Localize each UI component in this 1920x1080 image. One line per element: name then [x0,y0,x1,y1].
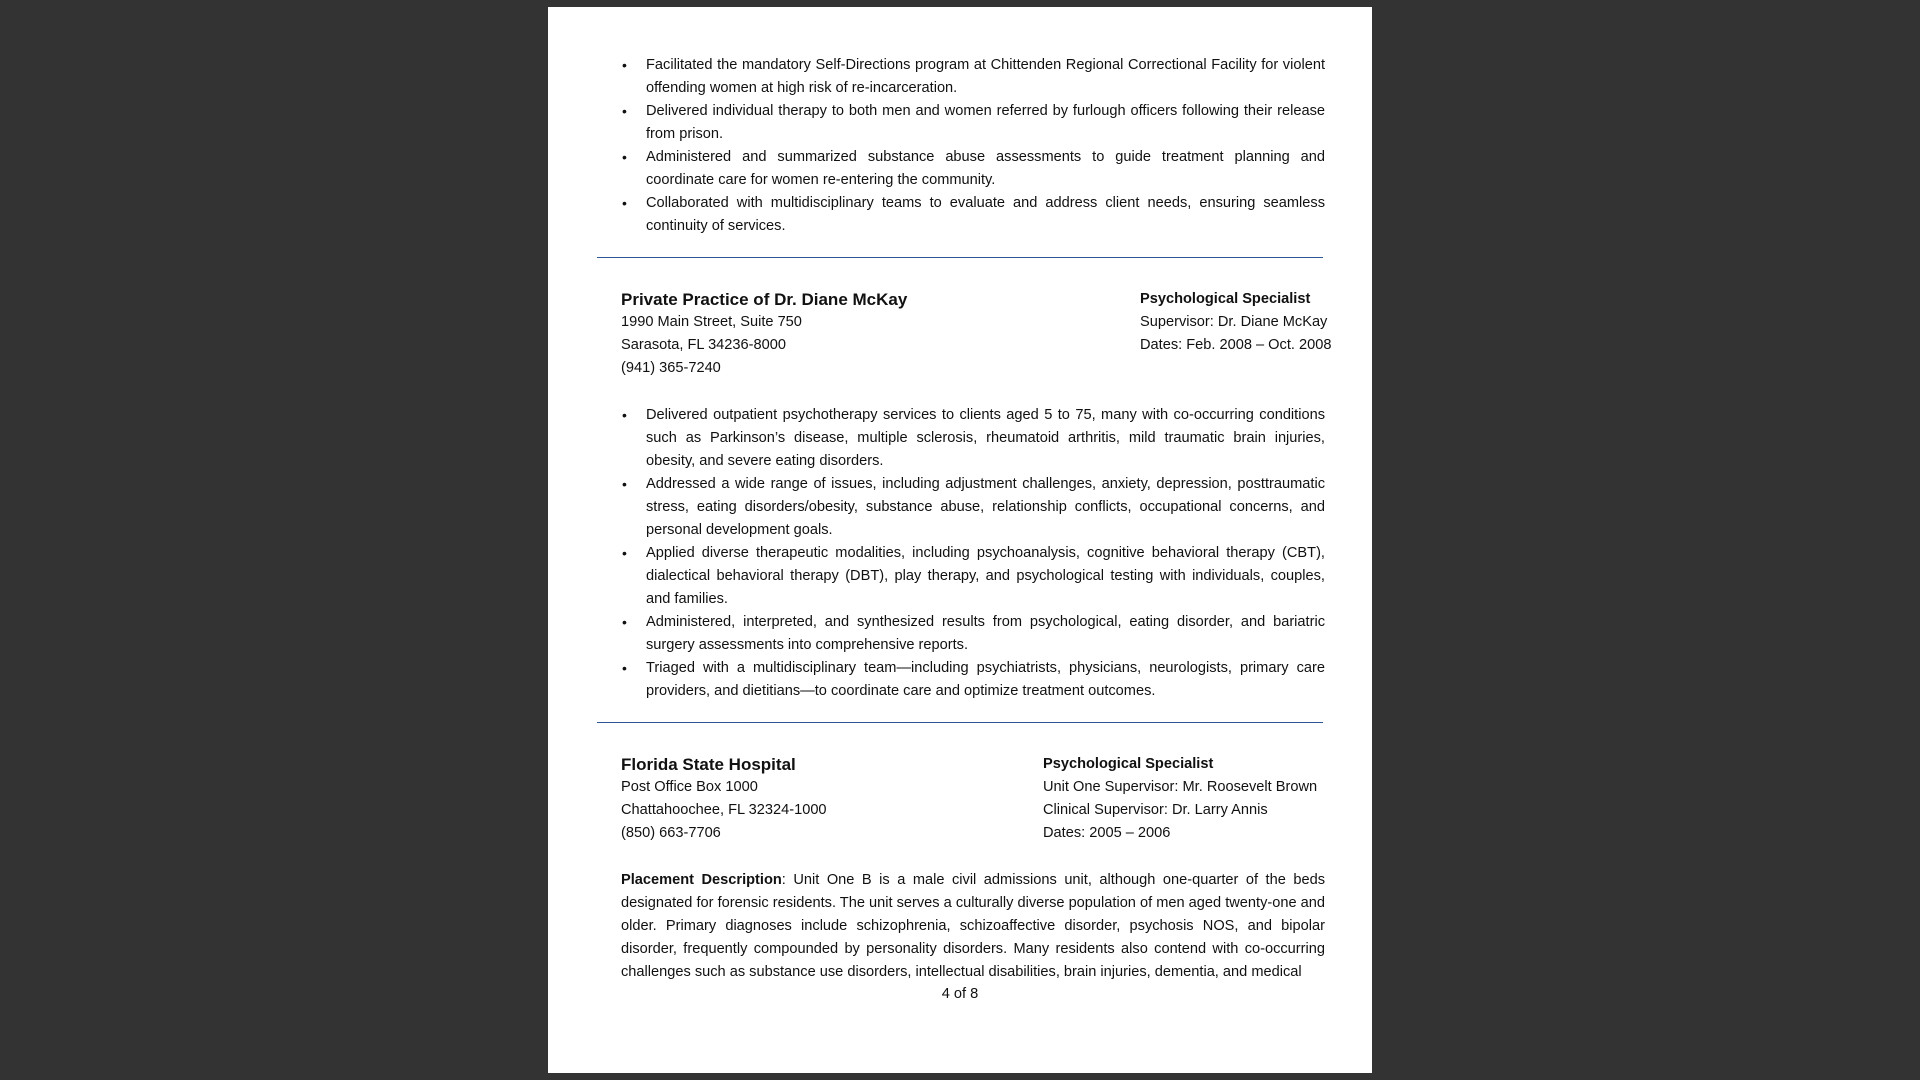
employer-address-line-1: Post Office Box 1000 [621,779,758,795]
position-info [1043,753,1317,845]
employer-info [621,288,907,380]
page-number: 4 of 8 [941,986,979,1002]
list-item: • Facilitated the mandatory Self-Directions program at Chittenden Regional Correctional Facility for violent offending women at high risk of re-incarceration. [621,54,1325,100]
bullet-icon: • [622,660,627,676]
section-divider [597,257,1323,258]
employment-dates: Dates: Feb. 2008 – Oct. 2008 [1140,337,1332,353]
bullet-icon: • [622,195,627,211]
section-divider [597,722,1323,723]
list-item: • Delivered outpatient psychotherapy services to clients aged 5 to 75, many with co-occurring conditions such as Parkinson’s disease, multiple sclerosis, rheumatoid arthritis, mild traumatic brain injuries, obesity, and severe eating disorders. [621,404,1325,473]
list-item: • Applied diverse therapeutic modalities, including psychoanalysis, cognitive behavioral therapy (CBT), dialectical behavioral therapy (DBT), play therapy, and psychological testing with individuals, couples, and families. [621,542,1325,611]
bullet-icon: • [622,545,627,561]
bullet-icon: • [622,149,627,165]
bullet-icon: • [622,476,627,492]
employer-name: Private Practice of Dr. Diane McKay [621,290,908,309]
placement-description [621,869,1325,984]
list-item: • Triaged with a multidisciplinary team—including psychiatrists, physicians, neurologists, primary care providers, and dietitians—to coordinate care and optimize treatment outcomes. [621,657,1325,703]
employer-address-line-2: Chattahoochee, FL 32324-1000 [621,802,827,818]
list-item: • Administered, interpreted, and synthesized results from psychological, eating disorder, and bariatric surgery assessments into comprehensive reports. [621,611,1325,657]
position-title: Psychological Specialist [1043,756,1214,772]
clinical-supervisor: Clinical Supervisor: Dr. Larry Annis [1043,802,1268,818]
bullet-icon: • [622,407,627,423]
document-page [548,7,1372,1073]
employment-dates: Dates: 2005 – 2006 [1043,825,1171,841]
position-title: Psychological Specialist [1140,291,1311,307]
employer-address-line-2: Sarasota, FL 34236-8000 [621,337,786,353]
placement-text: : Unit One B is a male civil admissions unit, although one-quarter of the beds designated for forensic residents. The unit serves a culturally diverse population of men aged twenty-one and older. Primary diagnoses include schizophrenia, schizoaffective disorder, psychosis NOS, and bipolar disorder, frequently compounded by personality disorders. Many residents also contend with co-occurring challenges such as substance use disorders, intellectual disabilities, brain injuries, dementia, and medical [621,872,1325,980]
bullet-icon: • [622,103,627,119]
employer-name: Florida State Hospital [621,755,796,774]
bullet-icon: • [622,614,627,630]
list-item: • Addressed a wide range of issues, including adjustment challenges, anxiety, depression, posttraumatic stress, eating disorders/obesity, substance abuse, relationship conflicts, occupational concerns, and personal development goals. [621,473,1325,542]
employer-info [621,753,827,845]
employer-address-line-1: 1990 Main Street, Suite 750 [621,314,802,330]
position-info [1140,288,1331,357]
employer-1-bullet-list [621,404,1325,703]
list-item: • Collaborated with multidisciplinary teams to evaluate and address client needs, ensuring seamless continuity of services. [621,192,1325,238]
bullet-icon: • [622,57,627,73]
employer-phone: (941) 365-7240 [621,360,721,376]
list-item: • Administered and summarized substance abuse assessments to guide treatment planning and coordinate care for women re-entering the community. [621,146,1325,192]
top-bullet-list [621,54,1325,238]
placement-label: Placement Description [621,872,782,888]
unit-supervisor: Unit One Supervisor: Mr. Roosevelt Brown [1043,779,1318,795]
list-item: • Delivered individual therapy to both men and women referred by furlough officers following their release from prison. [621,100,1325,146]
employer-phone: (850) 663-7706 [621,825,721,841]
supervisor: Supervisor: Dr. Diane McKay [1140,314,1328,330]
